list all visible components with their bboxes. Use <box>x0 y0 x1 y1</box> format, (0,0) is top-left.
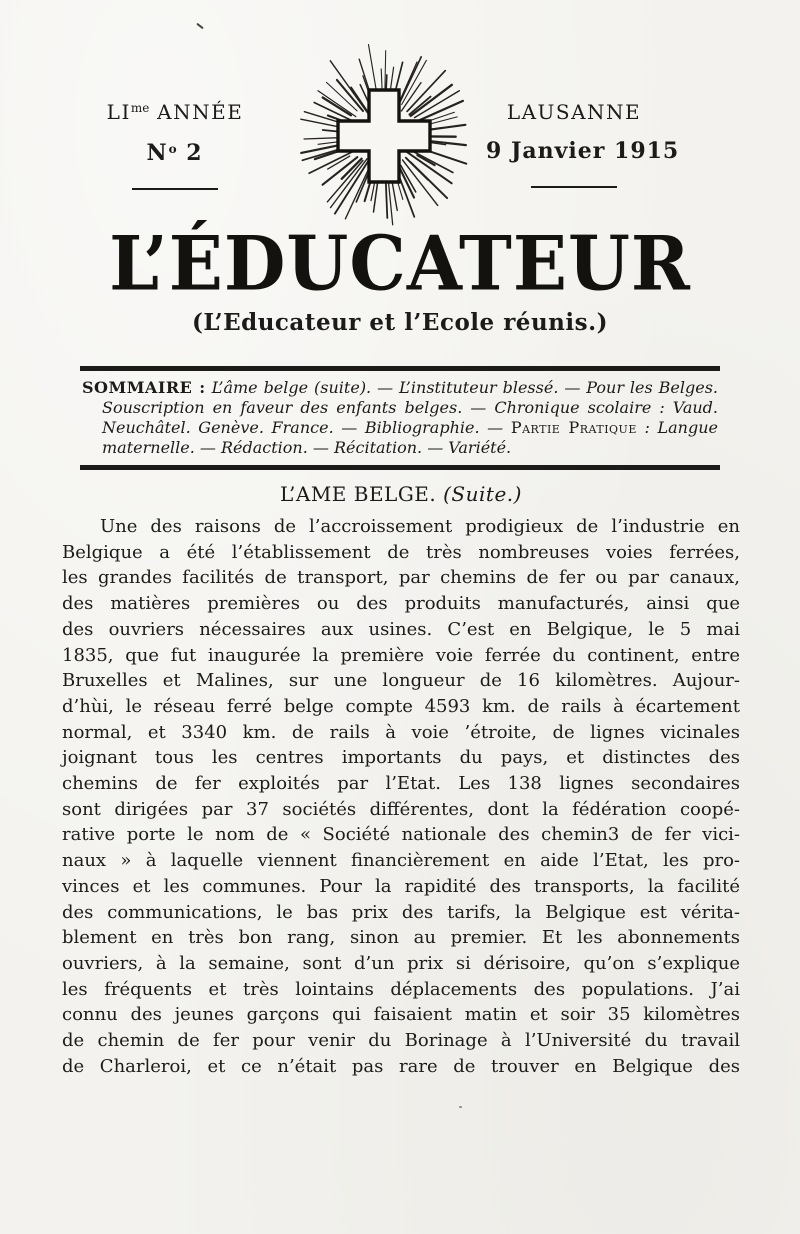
article-heading: L’AME BELGE. (Suite.) <box>280 482 522 506</box>
text-line: normal, et 3340 km. de rails à voie ’étroite, de lignes vicinales <box>62 721 740 743</box>
masthead-right <box>486 100 680 188</box>
text-line: ouvriers, à la semaine, sont d’un prix si dérisoire, qu’on s’explique <box>62 952 740 974</box>
text-line: les fréquents et très lointains déplacements des populations. J’ai <box>62 978 740 1000</box>
newspaper-subtitle: (L’Educateur et l’Ecole réunis.) <box>192 309 608 336</box>
newspaper-title: L’ÉDUCATEUR <box>109 218 691 308</box>
place-label: LAUSANNE <box>506 100 642 124</box>
sommaire-text <box>82 378 718 458</box>
article-heading-suite: (Suite.) <box>443 482 522 506</box>
text-line: Belgique a été l’établissement de très nombreuses voies ferrées, <box>62 541 740 563</box>
rule-double-top <box>80 366 720 371</box>
sommaire-items-after: Langue maternelle. — Rédaction. — Récitation. — Variété. <box>102 418 718 457</box>
masthead-left <box>92 100 258 190</box>
text-line: chemins de fer exploités par l’Etat. Les 138 lignes secondaires <box>62 773 740 795</box>
article <box>62 482 740 1079</box>
sommaire-label: SOMMAIRE : <box>82 378 206 397</box>
sommaire-section <box>80 366 720 470</box>
text-line: Une des raisons de l’accroissement prodigieux de l’industrie en <box>100 516 740 537</box>
partie-pratique-label: Partie Pratique <box>510 418 637 437</box>
text-line: vinces et les communes. Pour la rapidité des transports, la facilité <box>62 875 740 897</box>
text-line: sont dirigées par 37 sociétés différentes, dont la fédération coopé- <box>62 798 740 820</box>
text-line: des communications, le bas prix des tarifs, la Belgique est vérita- <box>62 901 740 923</box>
sommaire-separator: : <box>636 418 658 437</box>
masthead <box>0 0 800 235</box>
text-line: naux » à laquelle viennent financièrement en aide l’Etat, les pro- <box>62 850 740 872</box>
text-line: de Charleroi, et ce n’était pas rare de trouver en Belgique des <box>62 1055 740 1077</box>
scan-artifact-dot <box>459 1106 462 1108</box>
text-line: rative porte le nom de « Société nationale des chemin3 de fer vici- <box>62 824 740 846</box>
text-line: Bruxelles et Malines, sur une longueur de 16 kilomètres. Aujour- <box>62 670 740 692</box>
rule-double-bottom <box>80 465 720 470</box>
masthead-rule-left <box>132 188 218 190</box>
text-line: les grandes facilités de transport, par chemins de fer ou par canaux, <box>62 567 740 589</box>
issue-number: $N^o$ 2 <box>146 140 204 166</box>
article-body <box>62 514 740 1079</box>
sommaire-items-before: L’âme belge (suite). — L’instituteur blessé. — Pour les Belges. Souscription en faveur des enfants belges. — Chronique scolaire : Vaud. Neuchâtel. Genève. France. — Bibliographie. — <box>102 378 719 437</box>
text-line: connu des jeunes garçons qui faisaient matin et soir 35 kilomètres <box>62 1004 740 1026</box>
text-line: blement en très bon rang, sinon au premier. Et les abonnements <box>62 927 740 949</box>
text-line: de chemin de fer pour venir du Borinage à l’Université du travail <box>62 1030 740 1052</box>
text-line: d’hùi, le réseau ferré belge compte 4593 km. de rails à écartement <box>62 695 740 717</box>
issue-date: 9 Janvier 1915 <box>486 138 680 164</box>
text-line: des ouvriers nécessaires aux usines. C’est en Belgique, le 5 mai <box>62 618 740 640</box>
masthead-rule-right <box>531 186 617 188</box>
title-block <box>0 220 800 336</box>
swiss-cross-sunburst-icon <box>297 38 471 234</box>
text-line: joignant tous les centres importants du pays, et distinctes des <box>62 747 740 769</box>
text-line: des matières premières ou des produits manufacturés, ainsi que <box>62 593 740 615</box>
text-line: 1835, que fut inaugurée la première voie ferrée du continent, entre <box>62 644 740 666</box>
volume-label: $LI^{me}$ ANNÉE <box>106 100 244 124</box>
